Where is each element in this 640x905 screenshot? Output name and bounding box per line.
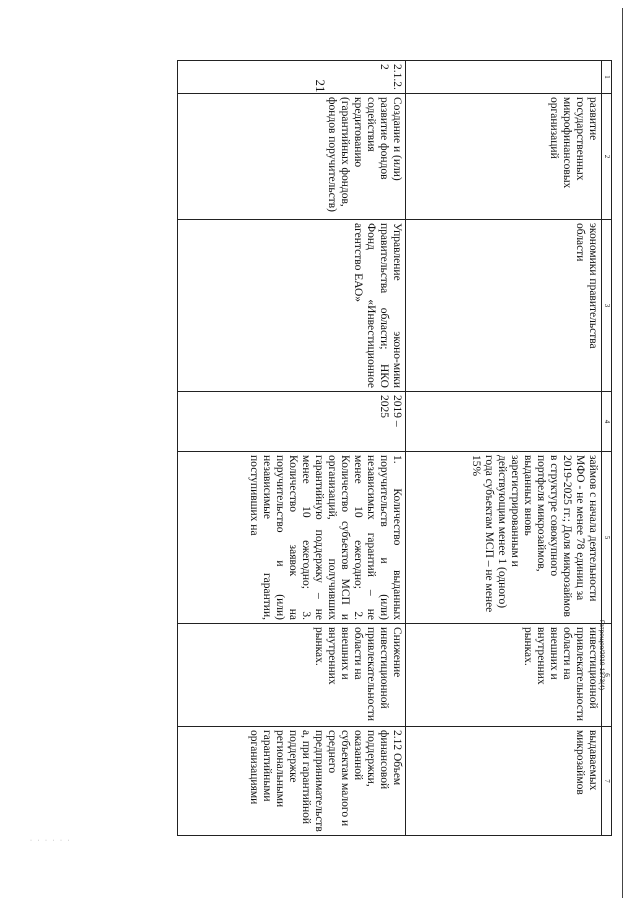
- table-row: [406, 61, 602, 836]
- cell-result: 1. Количество выданных поручительств и (или) независимых гарантий – не менее 10 ежегодно; 2. Количество субъектов МСП и организаций, получивших гарантийную поддержку – не менее 10 ежегодно; 3. Количество заявок на поручительство и (или) независимые гарантии, поступивших на: [178, 452, 406, 624]
- cell-indicator: выдаваемых микрозаймов: [406, 727, 602, 836]
- col-header: 4: [602, 392, 612, 452]
- cell-number: [406, 61, 602, 94]
- cell-indicator: 2.12 Объем финансовой поддержки, оказанной субъектам малого и среднего предпринимательства, при гарантийной поддержке региональными гарантийными организациями: [178, 727, 406, 836]
- document-code: Гатрещев/2019-1373(4): [598, 620, 605, 691]
- col-header: 6: [602, 624, 612, 727]
- cell-measure: Создание и (или) развитие фондов содействия кредитованию (гарантийных фондов, фондов поручительств): [178, 94, 406, 220]
- page-number: 21: [313, 79, 328, 93]
- rotated-table-container: [72, 60, 612, 835]
- page-edge-rule: [622, 8, 623, 898]
- col-header: 2: [602, 94, 612, 220]
- column-number-row: [602, 61, 612, 836]
- col-header: 3: [602, 220, 612, 392]
- col-header: 1: [602, 61, 612, 94]
- cell-responsible: экономики правительства области: [406, 220, 602, 392]
- cell-consequence: Снижение инвестиционной привлекательности области на внешних и внутренних рынках.: [178, 624, 406, 727]
- cell-period: 2019 – 2025: [178, 392, 406, 452]
- cell-measure: развитие государственных микрофинансовых организаций: [406, 94, 602, 220]
- cell-responsible: Управление эконо-мики правительства области; НКО Фонд «Инвестиционное агентство ЕАО»: [178, 220, 406, 392]
- cell-number: 2.1.2.2: [178, 61, 406, 94]
- cell-period: [406, 392, 602, 452]
- col-header: 7: [602, 727, 612, 836]
- cell-consequence: инвестиционной привлекательности области на внешних и внутренних рынках.: [406, 624, 602, 727]
- measures-table: [177, 60, 612, 836]
- scan-edge-marks: · · · · · ·: [30, 838, 72, 844]
- table-row: [178, 61, 406, 836]
- cell-result: займов с начала деятельности МФО - не менее 78 единиц за 2019-2025 гг.; Доля микрозаймов в структуре совокупного портфеля микрозаймов, выданных вновь зарегистрированным и действующим менее 1 (одного) года субъектам МСП – не менее 15%: [406, 452, 602, 624]
- col-header: 5: [602, 452, 612, 624]
